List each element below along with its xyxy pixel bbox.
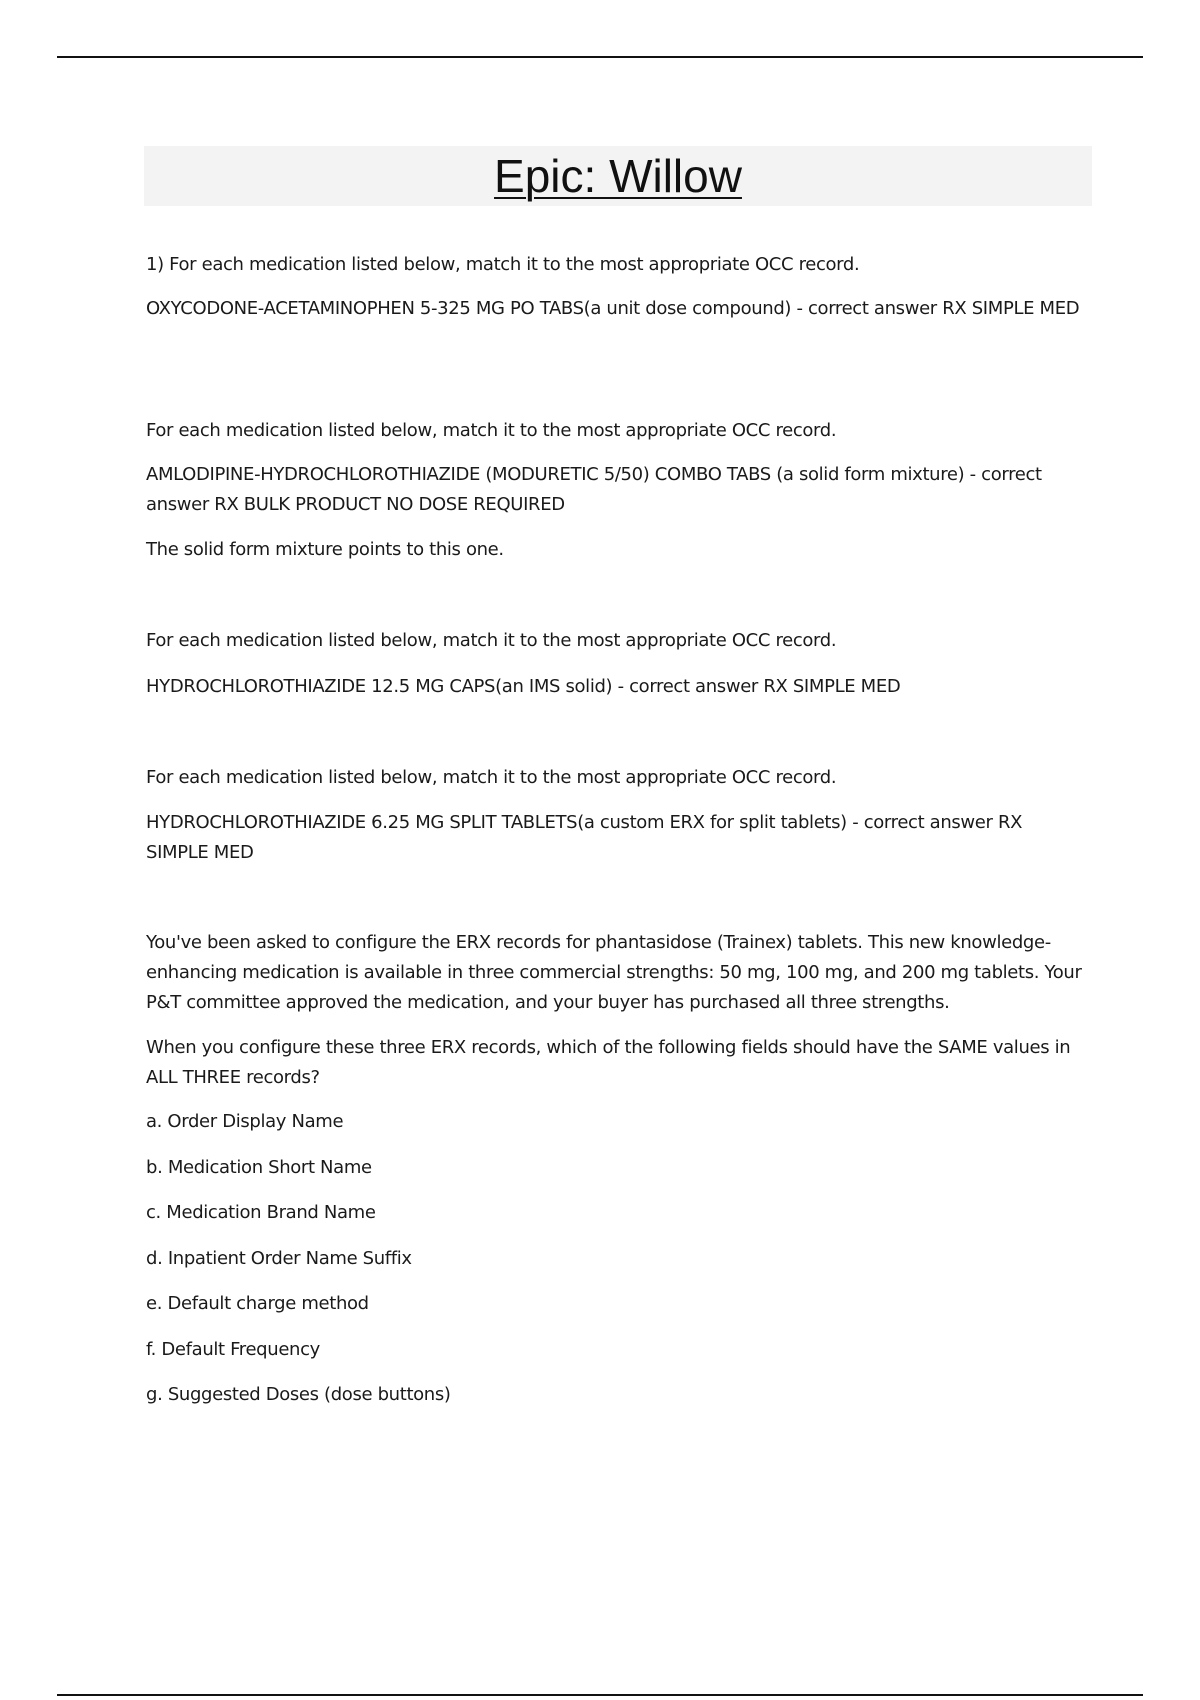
option-a: a. Order Display Name (146, 1111, 344, 1132)
q1-prompt: 1) For each medication listed below, match it to the most appropriate OCC record. (146, 254, 860, 275)
q3-answer: HYDROCHLOROTHIAZIDE 12.5 MG CAPS(an IMS solid) - correct answer RX SIMPLE MED (146, 676, 901, 697)
page-top-rule (57, 56, 1143, 58)
q5-question: When you configure these three ERX records, which of the following fields should have the SAME values in ALL THREE records? (146, 1037, 1071, 1088)
q5-intro: You've been asked to configure the ERX records for phantasidose (Trainex) tablets. This new knowledge-enhancing medication is available in three commercial strengths: 50 mg, 100 mg, and 200 mg tablets. Your P&T committee approved the medication, and your buyer has purchased all three strengths. (146, 932, 1082, 1013)
document-title: Epic: Willow (494, 150, 742, 202)
q4-answer: HYDROCHLOROTHIAZIDE 6.25 MG SPLIT TABLETS(a custom ERX for split tablets) - correct answer RX SIMPLE MED (146, 812, 1023, 863)
q4-prompt: For each medication listed below, match it to the most appropriate OCC record. (146, 767, 837, 788)
q2-note: The solid form mixture points to this one. (146, 539, 504, 560)
q1-answer: OXYCODONE-ACETAMINOPHEN 5-325 MG PO TABS(a unit dose compound) - correct answer RX SIMPLE MED (146, 298, 1080, 319)
option-d: d. Inpatient Order Name Suffix (146, 1248, 412, 1269)
title-band (144, 146, 1092, 206)
q2-answer: AMLODIPINE-HYDROCHLOROTHIAZIDE (MODURETIC 5/50) COMBO TABS (a solid form mixture) - correct answer RX BULK PRODUCT NO DOSE REQUIRED (146, 464, 1042, 515)
q3-prompt: For each medication listed below, match it to the most appropriate OCC record. (146, 630, 837, 651)
q2-prompt: For each medication listed below, match it to the most appropriate OCC record. (146, 420, 837, 441)
option-f: f. Default Frequency (146, 1339, 320, 1360)
page-bottom-rule (57, 1694, 1143, 1696)
option-c: c. Medication Brand Name (146, 1202, 376, 1223)
option-e: e. Default charge method (146, 1293, 369, 1314)
option-b: b. Medication Short Name (146, 1157, 372, 1178)
option-g: g. Suggested Doses (dose buttons) (146, 1384, 451, 1405)
